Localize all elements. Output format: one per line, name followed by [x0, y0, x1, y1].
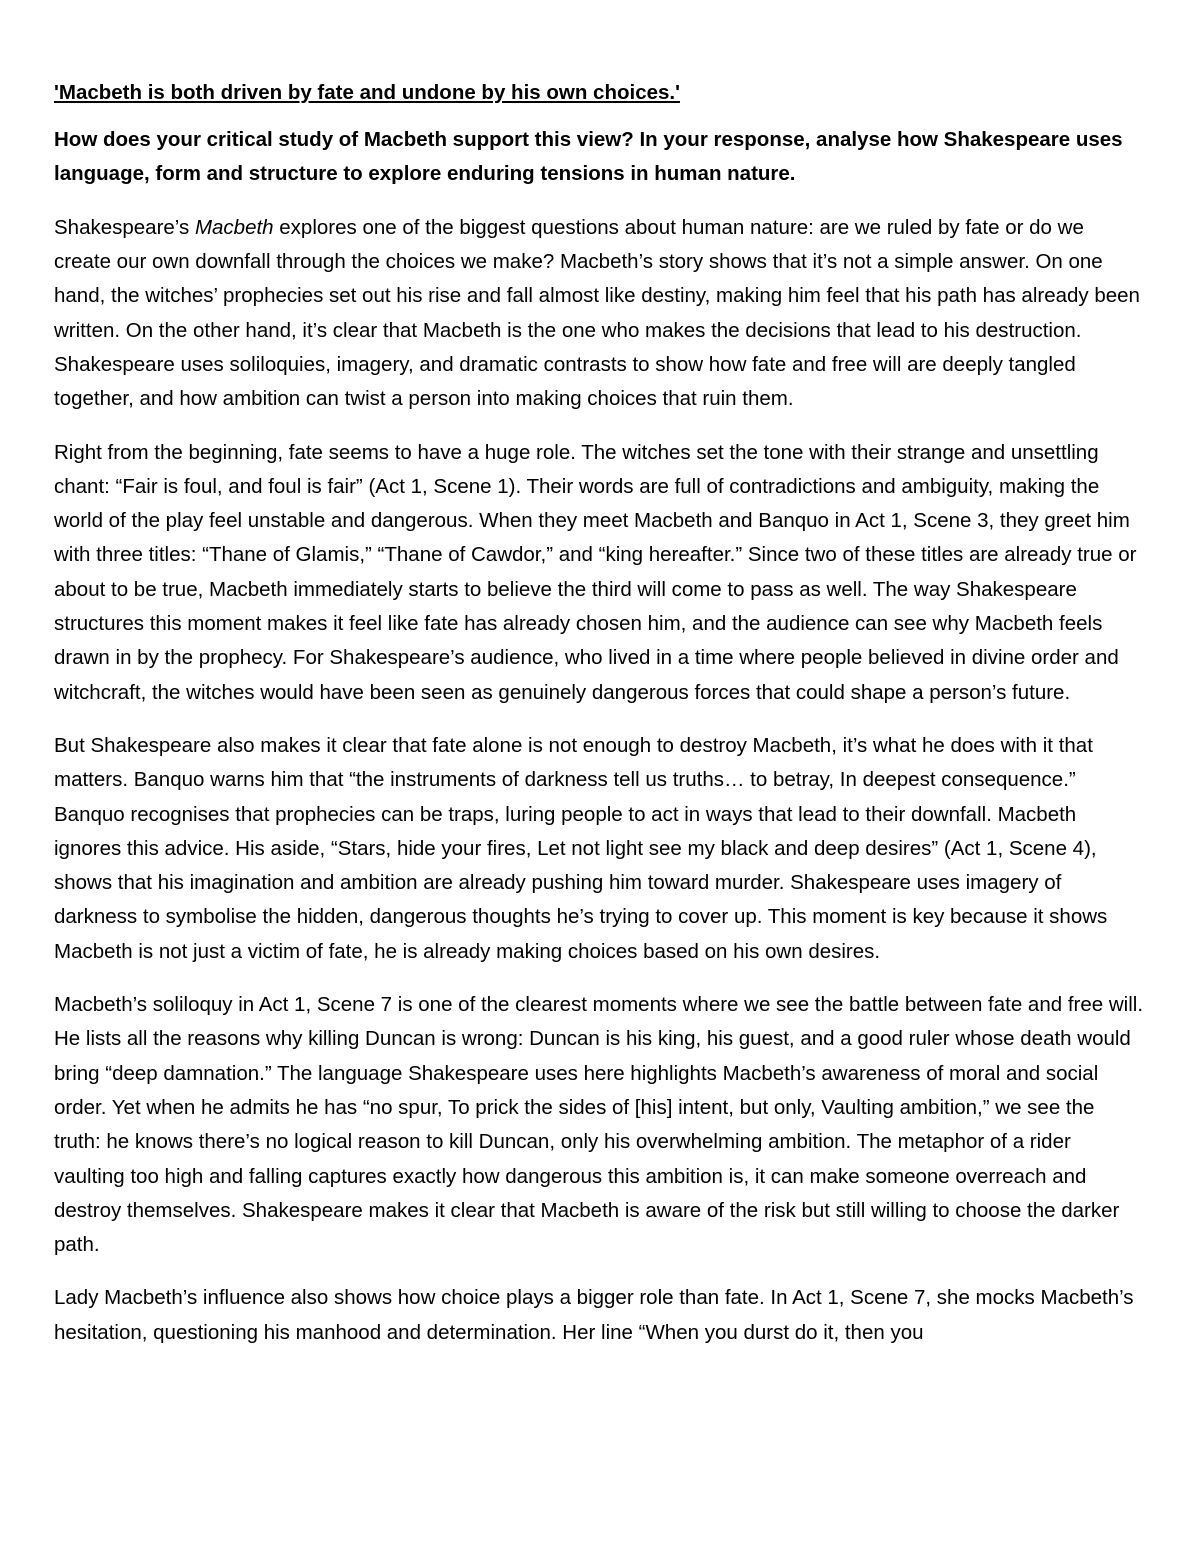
essay-question: How does your critical study of Macbeth support this view? In your response, analyse how Shakespeare uses language, form and structure to explore enduring tensions in human nature. [54, 128, 1123, 186]
paragraph-introduction [54, 211, 1146, 417]
paragraph-banquo-warning: But Shakespeare also makes it clear that fate alone is not enough to destroy Macbeth, it’s what he does with it that matters. Banquo warns him that “the instruments of darkness tell us truths… to betray, In deepest consequence.” Banquo recognises that prophecies can be traps, luring people to act in ways that lead to their downfall. Macbeth ignores this advice. His aside, “Stars, hide your fires, Let not light see my black and deep desires” (Act 1, Scene 4), shows that his imagination and ambition are already pushing him toward murder. Shakespeare uses imagery of darkness to symbolise the hidden, dangerous thoughts he’s trying to cover up. This moment is key because it shows Macbeth is not just a victim of fate, he is already making choices based on his own desires. [54, 733, 1108, 963]
paragraph-lady-macbeth: Lady Macbeth’s influence also shows how choice plays a bigger role than fate. In Act 1, Scene 7, she mocks Macbeth’s hesitation, questioning his manhood and determination. Her line “When you durst do it, then you [54, 1286, 1134, 1344]
paragraph-soliloquy: Macbeth’s soliloquy in Act 1, Scene 7 is one of the clearest moments where we see the battle between fate and free will. He lists all the reasons why killing Duncan is wrong: Duncan is his king, his guest, and a good ruler whose death would bring “deep damnation.” The language Shakespeare uses here highlights Macbeth’s awareness of moral and social order. Yet when he admits he has “no spur, To prick the sides of [his] intent, but only, Vaulting ambition,” we see the truth: he knows there’s no logical reason to kill Duncan, only his overwhelming ambition. The metaphor of a rider vaulting too high and falling captures exactly how dangerous this ambition is, it can make someone overreach and destroy themselves. Shakespeare makes it clear that Macbeth is aware of the risk but still willing to choose the darker path. [54, 993, 1144, 1257]
document-page [54, 76, 1146, 1369]
play-title-italic: Macbeth [194, 215, 274, 239]
paragraph-fate-witches: Right from the beginning, fate seems to have a huge role. The witches set the tone with their strange and unsettling chant: “Fair is foul, and foul is fair” (Act 1, Scene 1). Their words are full of contradictions and ambiguity, making the world of the play feel unstable and dangerous. When they meet Macbeth and Banquo in Act 1, Scene 3, they greet him with three titles: “Thane of Glamis,” “Thane of Cawdor,” and “king hereafter.” Since two of these titles are already true or about to be true, Macbeth immediately starts to believe the third will come to pass as well. The way Shakespeare structures this moment makes it feel like fate has already chosen him, and the audience can see why Macbeth feels drawn in by the prophecy. For Shakespeare’s audience, who lived in a time where people believed in divine order and witchcraft, the witches would have been seen as genuinely dangerous forces that could shape a person’s future. [54, 440, 1137, 704]
paragraph-introduction-start: Shakespeare’s [54, 215, 195, 239]
paragraph-introduction-rest: explores one of the biggest questions about human nature: are we ruled by fate or do we create our own downfall through the choices we make? Macbeth’s story shows that it’s not a simple answer. On one hand, the witches’ prophecies set out his rise and fall almost like destiny, making him feel that his path has already been written. On the other hand, it’s clear that Macbeth is the one who makes the decisions that lead to his destruction. Shakespeare uses soliloquies, imagery, and dramatic contrasts to show how fate and free will are deeply tangled together, and how ambition can twist a person into making choices that ruin them. [54, 215, 1140, 411]
essay-title: 'Macbeth is both driven by fate and undone by his own choices.' [54, 81, 680, 104]
